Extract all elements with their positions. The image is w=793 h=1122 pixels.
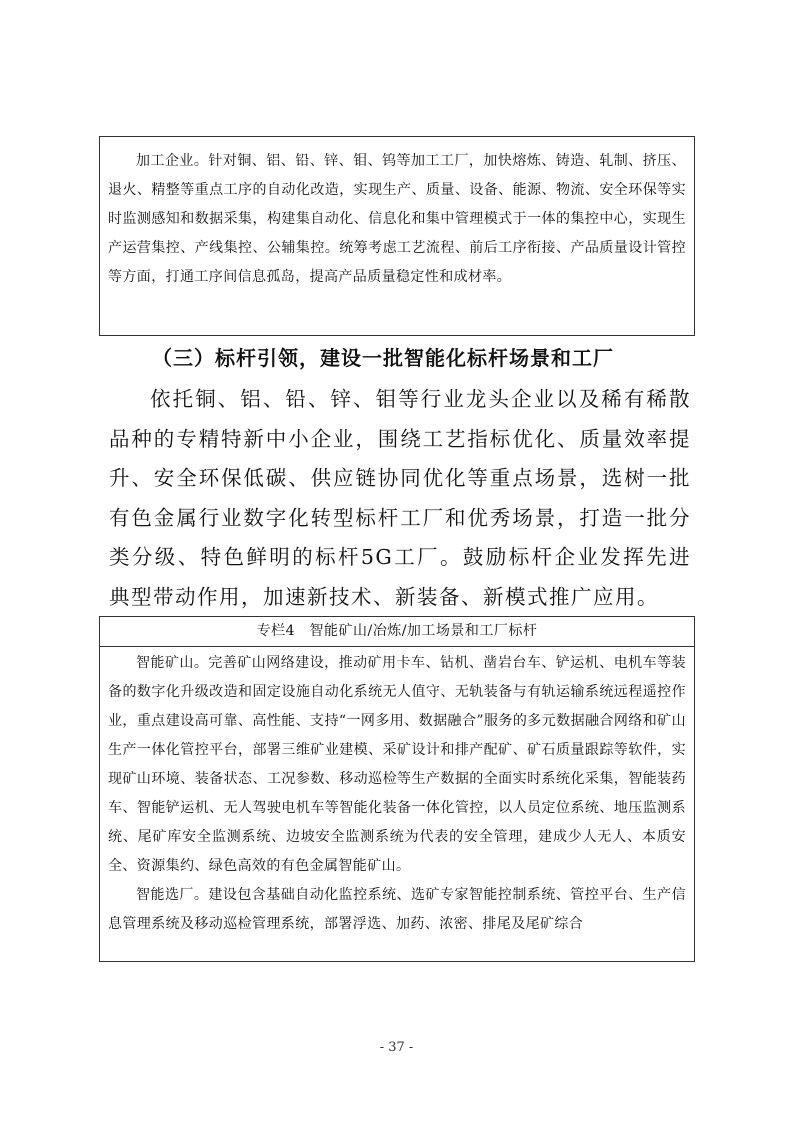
column-box-4 [99,616,695,962]
section-heading: （三）标杆引领，建设一批智能化标杆场景和工厂 [152,346,614,370]
column-box-content [100,647,694,939]
column-box-title: 专栏4 智能矿山/冶炼/加工场景和工厂标杆 [100,617,694,647]
section-paragraph: 依托铜、铝、铅、锌、钼等行业龙头企业以及稀有稀散品种的专精特新中小企业，围绕工艺指标优化、质量效率提升、安全环保低碳、供应链协同优化等重点场景，选树一批有色金属行业数字化转型标杆工厂和优秀场景，打造一批分类分级、特色鲜明的标杆5G工厂。鼓励标杆企业发挥先进典型带动作用，加速新技术、新装备、新模式推广应用。 [109,387,691,609]
page-number: - 37 - [379,1040,414,1055]
processing-paragraph: 加工企业。针对铜、铝、铅、锌、钼、钨等加工工厂，加快熔炼、铸造、轧制、挤压、退火、精整等重点工序的自动化改造，实现生产、质量、设备、能源、物流、安全环保等实时监测感知和数据采集，构建集自动化、信息化和集中管理模式于一体的集控中心，实现生产运营集控、产线集控、公辅集控。统筹考虑工艺流程、前后工序衔接、产品质量设计管控等方面，打通工序间信息孤岛，提高产品质量稳定性和成材率。 [108,153,686,285]
smart-mine-paragraph: 智能矿山。完善矿山网络建设，推动矿用卡车、钻机、凿岩台车、铲运机、电机车等装备的数字化升级改造和固定设施自动化系统无人值守、无轨装备与有轨运输系统远程遥控作业，重点建设高可靠、高性能、支持“一网多用、数据融合”服务的多元数据融合网络和矿山生产一体化管控平台，部署三维矿业建模、采矿设计和排产配矿、矿石质量跟踪等软件，实现矿山环境、装备状态、工况参数、移动巡检等生产数据的全面实时系统化采集，智能装药车、智能铲运机、无人驾驶电机车等智能化装备一体化管控，以人员定位系统、地压监测系统、尾矿库安全监测系统、边坡安全监测系统为代表的安全管理，建成少人无人、本质安全、资源集约、绿色高效的有色金属智能矿山。 [108,655,686,874]
column-box-processing [99,136,695,336]
smart-concentrator-paragraph: 智能选厂。建设包含基础自动化监控系统、选矿专家智能控制系统、管控平台、生产信息管理系统及移动巡检管理系统，部署浮选、加药、浓密、排尾及尾矿综合 [108,887,686,932]
